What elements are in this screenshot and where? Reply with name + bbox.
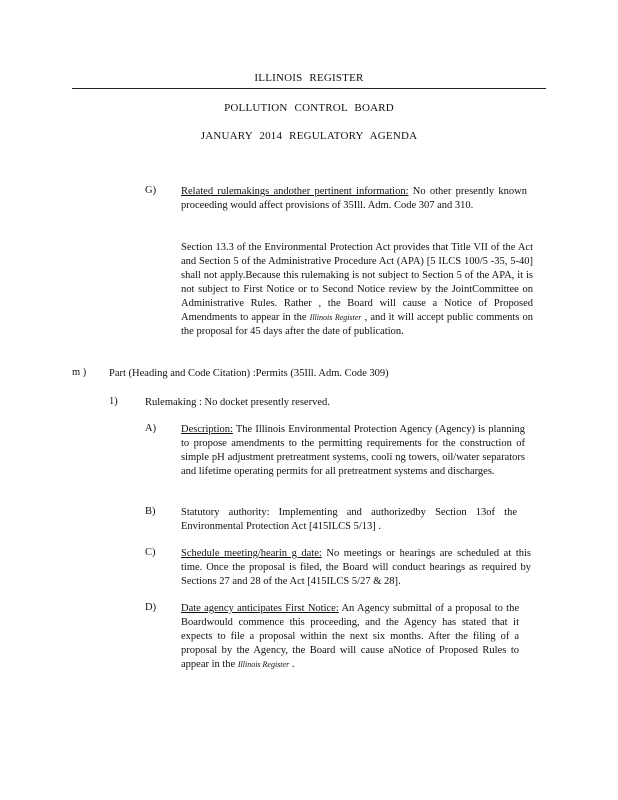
item-g-text [181, 185, 527, 213]
item-g-p2-b: , and it will accept public comments on the proposal for 45 days after the date of publication. [181, 312, 533, 337]
item-d-heading: Date agency anticipates First Notice: [181, 603, 339, 614]
item-c-body: No meetings or hearings are scheduled at this time. Once the proposal is filed, the Board will conduct hearings as required by Sections 27 and 28 of the Act [415ILCS 5/27 & 28]. [181, 548, 531, 587]
item-d-label: D) [145, 602, 157, 613]
item-d-body-a: An Agency submittal of a proposal to the Boardwould commence this proceeding, and the Agency has stated that it expects to file a proposal within the next six months. After the filing of a proposal by the Agency, the Board will cause aNotice of Proposed Rules to appear in the [181, 603, 519, 670]
item-a-label: A) [145, 423, 157, 434]
board-title: POLLUTION CONTROL BOARD [224, 102, 394, 114]
header-rule [72, 88, 546, 89]
item-m-label: m ) [72, 367, 87, 378]
item-1-text: Rulemaking : No docket presently reserved. [145, 397, 330, 408]
item-c-heading: Schedule meeting/hearin g date: [181, 548, 322, 559]
agenda-title: JANUARY 2014 REGULATORY AGENDA [200, 130, 418, 142]
item-d-italic: Illinois Register [237, 660, 290, 669]
item-1-label: 1) [109, 396, 118, 407]
item-b-text: Statutory authority: Implementing and authorizedby Section 13of the Environmental Protection Act [415ILCS 5/13] . [181, 507, 517, 532]
item-m-text: Part (Heading and Code Citation) :Permits (35Ill. Adm. Code 309) [109, 368, 389, 379]
item-g-label: G) [145, 185, 157, 196]
item-g-paragraph-2 [181, 241, 533, 339]
item-a-text [181, 423, 525, 479]
register-title: ILLINOIS REGISTER [254, 72, 364, 84]
item-a-body: The Illinois Environmental Protection Agency (Agency) is planning to propose amendments to the permitting requirements for the construction of simple pH adjustment pretreatment systems, cooli ng towers, oil/water separators and lifetime operating permits for all pretreatment systems and discharges. [181, 424, 525, 477]
item-d-body-b: . [289, 659, 295, 670]
item-b-label: B) [145, 506, 156, 517]
item-a-heading: Description: [181, 424, 233, 435]
item-g-p2-a: Section 13.3 of the Environmental Protection Act provides that Title VII of the Act and Section 5 of the Administrative Procedure Act (APA) [5 ILCS 100/5 -35, 5-40] shall not apply.Because this rulemaking is not subject to Section 5 of the APA, it is not subject to First Notice or to Second Notice review by the JointCommittee on Administrative Rules. Rather , the Board will cause a Notice of Proposed Amendments to appear in the [181, 242, 533, 323]
item-c-text [181, 547, 531, 589]
item-c-label: C) [145, 547, 156, 558]
item-d-text [181, 602, 519, 672]
item-g-p2-italic: Illinois Register [309, 313, 362, 322]
item-g-heading: Related rulemakings andother pertinent information: [181, 186, 409, 197]
item-g-body: No other presently known proceeding would affect provisions of 35Ill. Adm. Code 307 and 310. [181, 186, 527, 211]
